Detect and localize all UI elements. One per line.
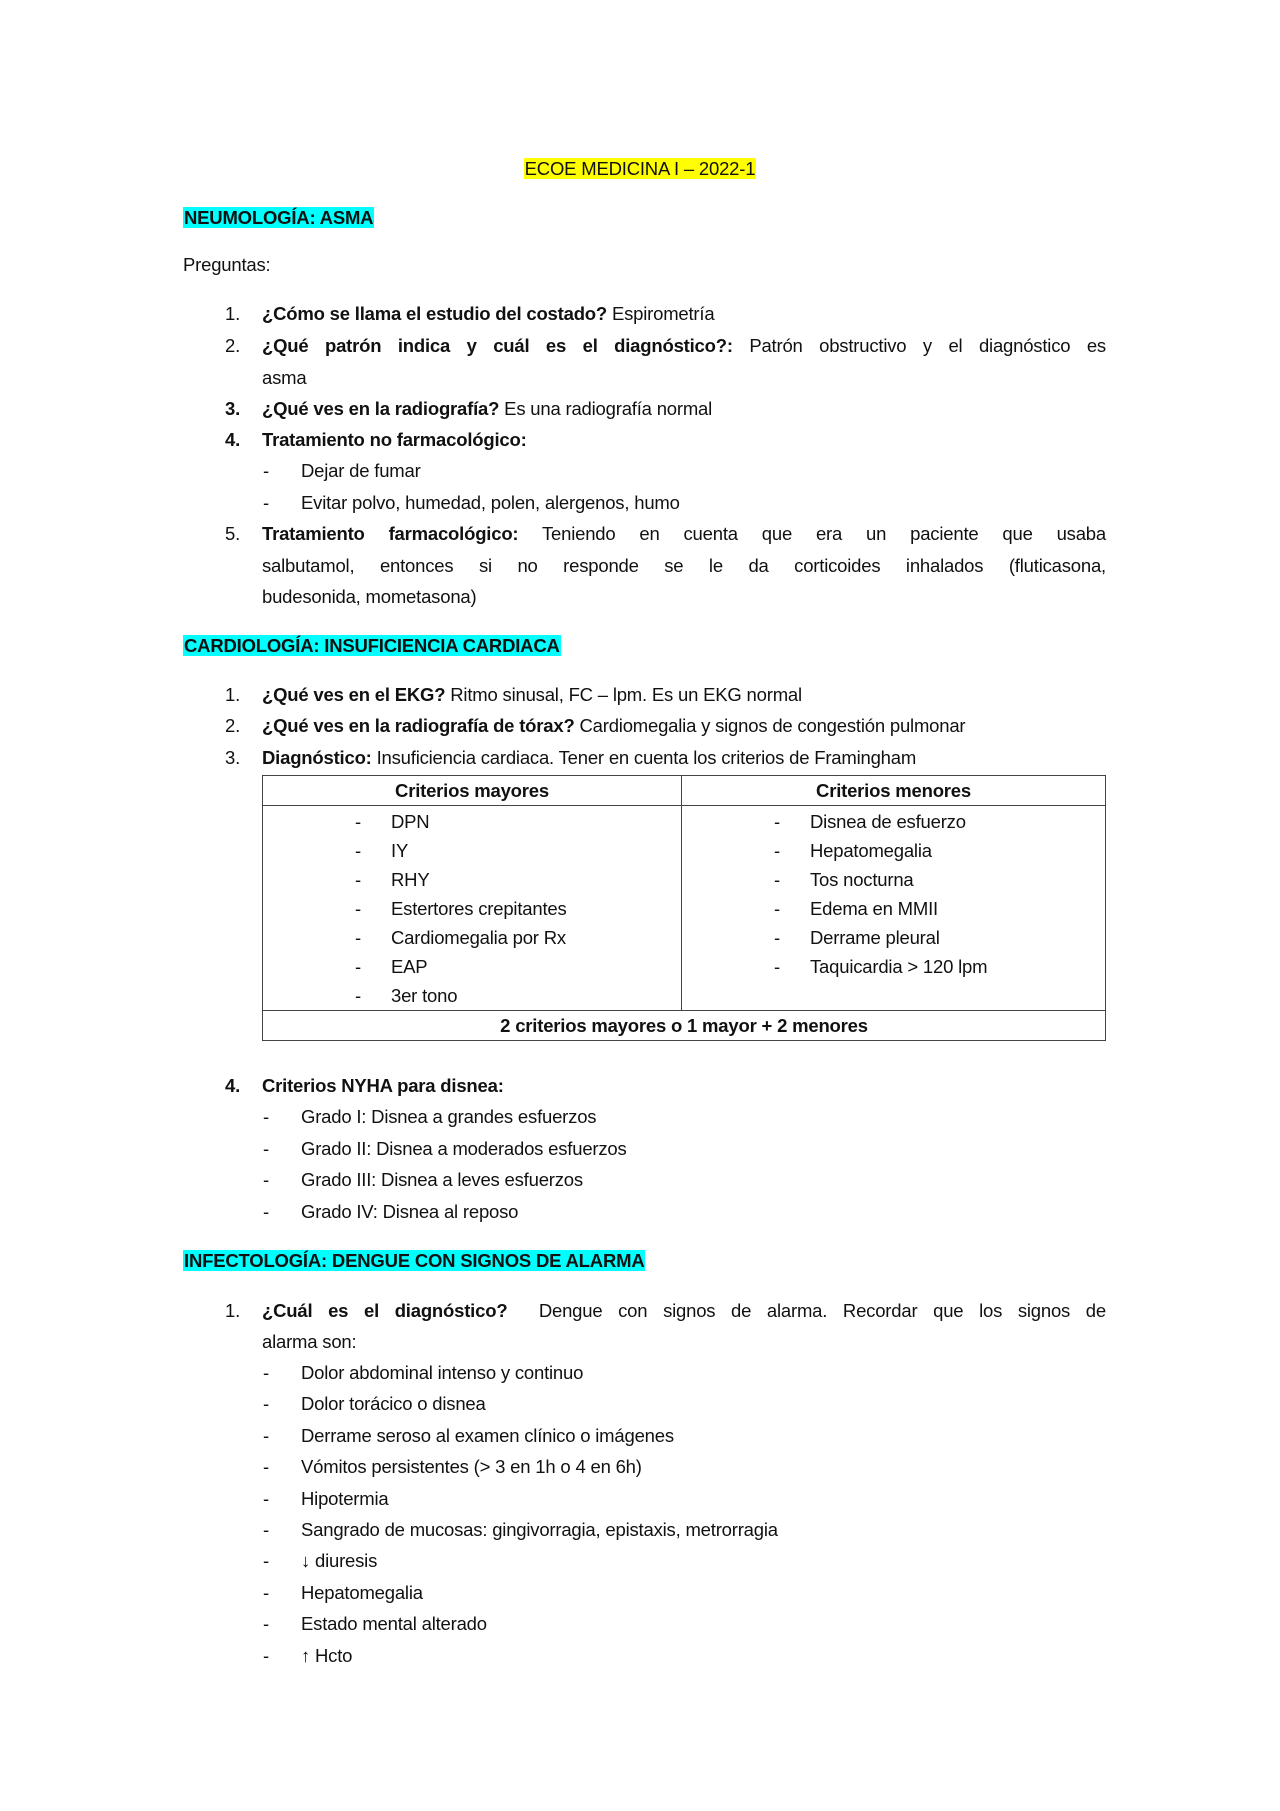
answer-continued: alarma son: <box>262 1331 357 1352</box>
title-line <box>0 154 1280 184</box>
criteria-item <box>263 952 681 981</box>
bullet-dash: - <box>263 1456 269 1478</box>
question: ¿Qué patrón indica y cuál es el diagnóstico?: <box>262 335 733 356</box>
bullet-dash: - <box>263 492 269 513</box>
section-heading-infectologia: INFECTOLOGÍA: DENGUE CON SIGNOS DE ALARMA <box>184 1250 645 1271</box>
question: ¿Qué ves en la radiografía? <box>262 398 500 419</box>
list-item <box>262 331 1106 361</box>
list-item <box>262 1296 1106 1326</box>
criteria-text: IY <box>391 840 409 861</box>
bullet-dash: - <box>774 927 780 948</box>
bullet-dash: - <box>263 1200 269 1222</box>
answer: Cardiomegalia y signos de congestión pulmonar <box>574 715 966 736</box>
bullet-dash: - <box>263 1169 269 1190</box>
list-number: 5. <box>225 523 241 544</box>
answer-continued: budesonida, mometasona) <box>262 586 477 607</box>
header-menores: Criterios menores <box>682 776 1106 806</box>
criteria-text: Estertores crepitantes <box>391 898 567 919</box>
criteria-text: Edema en MMII <box>810 898 938 919</box>
answer-continued: asma <box>262 367 307 388</box>
criteria-item <box>682 807 1105 836</box>
bullet-dash: - <box>355 811 361 832</box>
answer: Teniendo en cuenta que era un paciente que usaba <box>518 523 1106 544</box>
bullet-item: Hepatomegalia <box>301 1581 423 1603</box>
bullet-dash: - <box>355 956 361 977</box>
list-number: 4. <box>225 429 241 450</box>
bullet-dash: - <box>263 1424 269 1446</box>
bullet-item: Dolor torácico o disnea <box>301 1393 486 1415</box>
criteria-item <box>682 836 1105 865</box>
document-title: ECOE MEDICINA I – 2022-1 <box>524 158 756 179</box>
bullet-item: Grado IV: Disnea al reposo <box>301 1200 519 1222</box>
list-item <box>262 711 965 741</box>
bullet-dash: - <box>355 985 361 1006</box>
criteria-text: RHY <box>391 869 430 890</box>
bullet-item: Grado II: Disnea a moderados esfuerzos <box>301 1137 627 1159</box>
bullet-dash: - <box>263 1519 269 1540</box>
bullet-dash: - <box>355 898 361 919</box>
question: Tratamiento farmacológico: <box>262 523 519 544</box>
answer: Espirometría <box>607 303 715 324</box>
list-item <box>262 680 802 710</box>
bullet-dash: - <box>263 1644 269 1666</box>
criteria-text: 3er tono <box>391 985 458 1006</box>
criteria-text: DPN <box>391 811 430 832</box>
question: Diagnóstico: <box>262 747 372 768</box>
bullet-item: Sangrado de mucosas: gingivorragia, epistaxis, metrorragia <box>301 1519 778 1540</box>
list-number: 1. <box>225 1300 241 1321</box>
criteria-item <box>263 836 681 865</box>
list-item <box>262 743 916 773</box>
answer: Es una radiografía normal <box>499 398 713 419</box>
menores-cell <box>682 806 1106 1011</box>
bullet-item: ↓ diuresis <box>301 1550 378 1572</box>
list-item <box>262 299 714 329</box>
bullet-dash: - <box>774 898 780 919</box>
list-number: 4. <box>225 1075 241 1096</box>
bullet-item: Grado III: Disnea a leves esfuerzos <box>301 1169 583 1190</box>
list-number: 1. <box>225 684 241 705</box>
criteria-item <box>682 923 1105 952</box>
criteria-text: Taquicardia > 120 lpm <box>810 956 988 977</box>
answer-continued: salbutamol, entonces si no responde se le da corticoides inhalados (fluticasona, <box>262 555 1106 576</box>
list-number: 2. <box>225 335 241 356</box>
criteria-item <box>682 894 1105 923</box>
criteria-item <box>682 865 1105 894</box>
bullet-dash: - <box>263 1581 269 1603</box>
bullet-dash: - <box>774 840 780 861</box>
bullet-dash: - <box>263 1393 269 1415</box>
list-number: 3. <box>225 747 241 768</box>
criteria-text: Tos nocturna <box>810 869 914 890</box>
bullet-item: Vómitos persistentes (> 3 en 1h o 4 en 6h) <box>301 1456 642 1478</box>
bullet-item: Dejar de fumar <box>301 460 421 481</box>
bullet-dash: - <box>263 1487 269 1509</box>
list-number: 3. <box>225 398 241 419</box>
list-item <box>262 394 712 424</box>
answer: Dengue con signos de alarma. Recordar que los signos de <box>507 1300 1106 1321</box>
criteria-text: Derrame pleural <box>810 927 940 948</box>
question: ¿Qué ves en la radiografía de tórax? <box>262 715 575 736</box>
mayores-cell <box>263 806 682 1011</box>
criteria-item <box>263 807 681 836</box>
bullet-item: Evitar polvo, humedad, polen, alergenos, humo <box>301 492 680 513</box>
bullet-dash: - <box>263 1613 269 1635</box>
bullet-dash: - <box>355 840 361 861</box>
list-number: 2. <box>225 715 241 736</box>
intro-text: Preguntas: <box>183 254 271 275</box>
criteria-text: Disnea de esfuerzo <box>810 811 966 832</box>
bullet-dash: - <box>263 1106 269 1127</box>
question: ¿Cómo se llama el estudio del costado? <box>262 303 608 324</box>
criteria-item <box>682 952 1105 981</box>
criteria-text: Hepatomegalia <box>810 840 932 861</box>
bullet-item: Estado mental alterado <box>301 1613 487 1635</box>
bullet-dash: - <box>263 1362 269 1383</box>
answer: Insuficiencia cardiaca. Tener en cuenta los criterios de Framingham <box>371 747 917 768</box>
bullet-dash: - <box>263 460 269 481</box>
criteria-text: Cardiomegalia por Rx <box>391 927 566 948</box>
bullet-item: Hipotermia <box>301 1487 389 1509</box>
bullet-dash: - <box>774 811 780 832</box>
criteria-item <box>263 865 681 894</box>
bullet-dash: - <box>263 1137 269 1159</box>
bullet-dash: - <box>355 869 361 890</box>
header-mayores: Criterios mayores <box>263 776 682 806</box>
bullet-dash: - <box>263 1550 269 1572</box>
criteria-item <box>263 923 681 952</box>
criteria-item <box>263 981 681 1010</box>
bullet-dash: - <box>774 956 780 977</box>
criteria-rule: 2 criterios mayores o 1 mayor + 2 menores <box>263 1011 1106 1041</box>
bullet-item: Grado I: Disnea a grandes esfuerzos <box>301 1106 597 1127</box>
answer: Patrón obstructivo y el diagnóstico es <box>732 335 1106 356</box>
bullet-item: Dolor abdominal intenso y continuo <box>301 1362 584 1383</box>
criteria-item <box>263 894 681 923</box>
question: ¿Cuál es el diagnóstico? <box>262 1300 508 1321</box>
list-number: 1. <box>225 303 241 324</box>
section-heading-cardiologia: CARDIOLOGÍA: INSUFICIENCIA CARDIACA <box>184 635 560 656</box>
section-heading-neumologia: NEUMOLOGÍA: ASMA <box>184 207 374 228</box>
framingham-criteria-table <box>262 775 1106 1041</box>
bullet-dash: - <box>355 927 361 948</box>
question: Criterios NYHA para disnea: <box>262 1075 504 1096</box>
answer: Ritmo sinusal, FC – lpm. Es un EKG normal <box>445 684 802 705</box>
question: ¿Qué ves en el EKG? <box>262 684 446 705</box>
bullet-dash: - <box>774 869 780 890</box>
list-item <box>262 519 1106 549</box>
bullet-item: Derrame seroso al examen clínico o imágenes <box>301 1424 674 1446</box>
question: Tratamiento no farmacológico: <box>262 429 527 450</box>
criteria-text: EAP <box>391 956 428 977</box>
bullet-item: ↑ Hcto <box>301 1644 353 1666</box>
